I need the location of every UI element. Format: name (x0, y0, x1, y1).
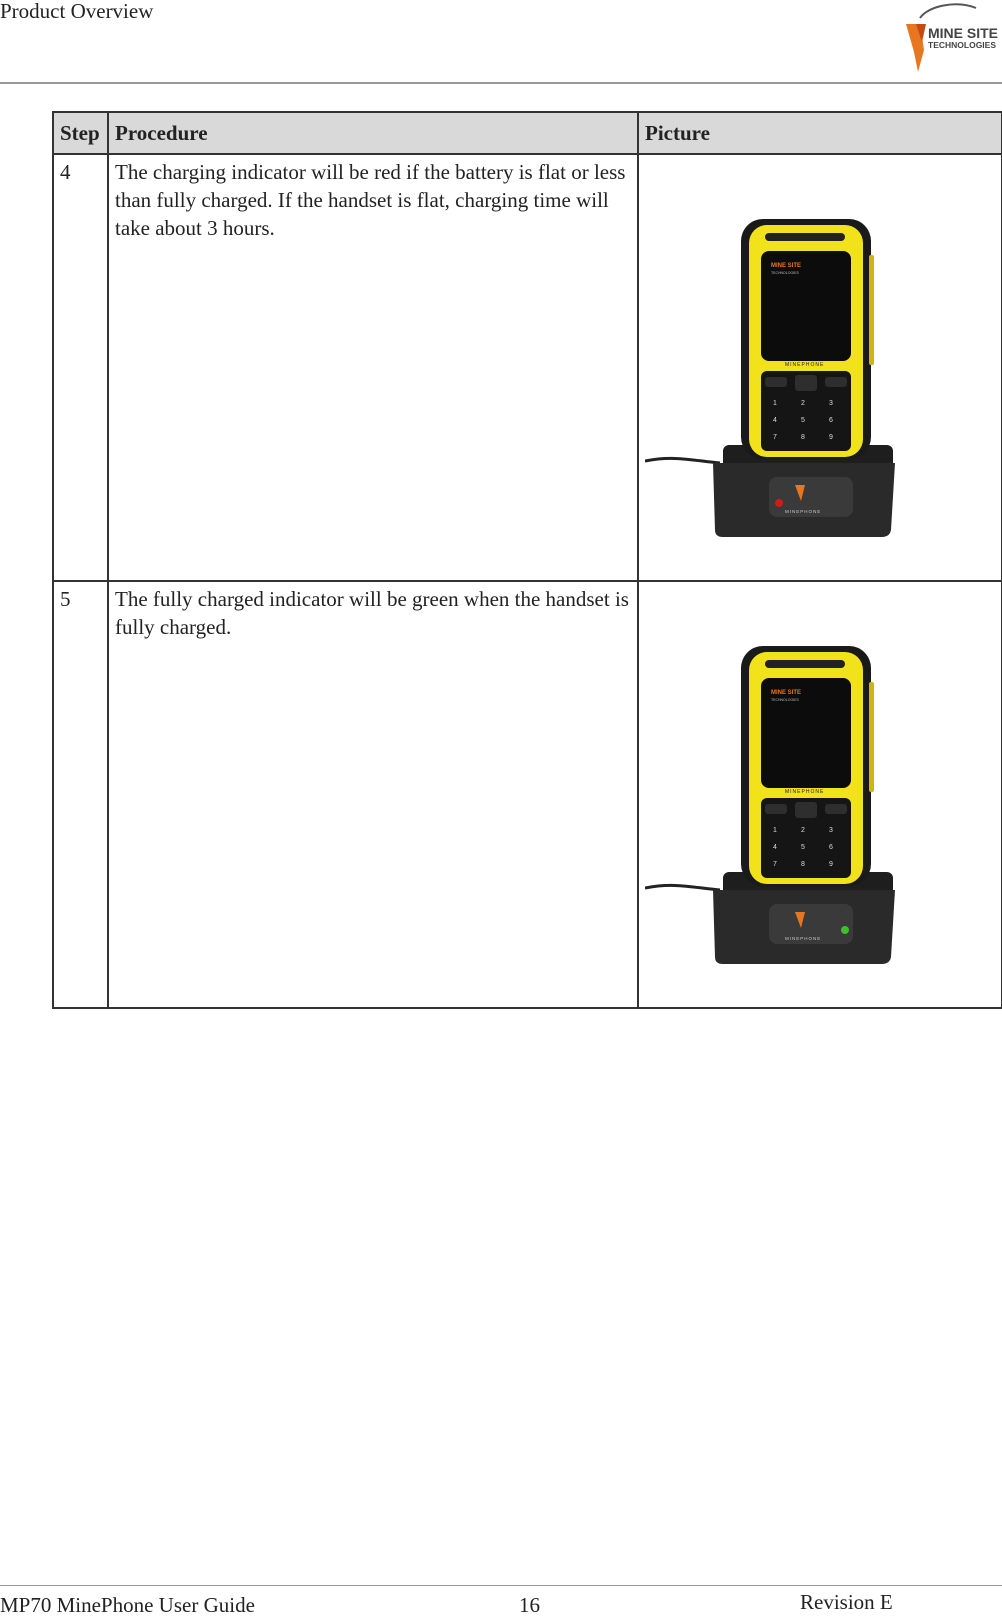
charger-cable (645, 885, 720, 890)
keypad-key: 2 (801, 827, 805, 834)
guide-title: MP70 MinePhone User Guide (0, 1593, 255, 1617)
revision-label: Revision E (800, 1590, 893, 1614)
keypad-key: 2 (801, 400, 805, 407)
keypad-key: 9 (829, 434, 833, 441)
keypad-key: 3 (829, 827, 833, 834)
keypad-key: 5 (801, 417, 805, 424)
screen-brand-sub: TECHNOLOGIES (771, 271, 799, 275)
step-number: 5 (53, 581, 108, 1008)
side-buttons (869, 255, 874, 365)
softkey-left (765, 377, 787, 387)
phone-label: MINEPHONE (785, 789, 825, 795)
keypad-key: 8 (801, 434, 805, 441)
keypad-key: 3 (829, 400, 833, 407)
screen-brand: MINE SITE (771, 263, 802, 269)
logo-line2: TECHNOLOGIES (928, 40, 997, 50)
charger-label: MINEPHONE (785, 936, 822, 941)
keypad-key: 8 (801, 861, 805, 868)
procedure-table (52, 111, 1002, 1009)
company-logo (906, 2, 1002, 78)
softkey-right (825, 377, 847, 387)
keypad-key: 7 (773, 434, 777, 441)
nav-key (795, 802, 817, 818)
nav-key (795, 375, 817, 391)
phone-label: MINEPHONE (785, 362, 825, 368)
earpiece (765, 660, 845, 668)
step-number: 4 (53, 154, 108, 581)
table-row (53, 581, 1002, 1008)
keypad-key: 6 (829, 844, 833, 851)
charge-indicator-led (775, 499, 783, 507)
picture-cell (638, 154, 1002, 581)
keypad-key: 7 (773, 861, 777, 868)
column-header-picture: Picture (638, 112, 1002, 154)
table-row (53, 154, 1002, 581)
picture-cell (638, 581, 1002, 1008)
keypad-key: 1 (773, 827, 777, 834)
charger-label: MINEPHONE (785, 509, 822, 514)
keypad-key: 1 (773, 400, 777, 407)
page-number: 16 (519, 1593, 540, 1617)
softkey-left (765, 804, 787, 814)
keypad-key: 4 (773, 844, 777, 851)
keypad-key: 6 (829, 417, 833, 424)
column-header-step: Step (53, 112, 108, 154)
procedure-text: The fully charged indicator will be green when the handset is fully charged. (108, 581, 638, 1008)
earpiece (765, 233, 845, 241)
softkey-right (825, 804, 847, 814)
keypad-key: 4 (773, 417, 777, 424)
section-title: Product Overview (0, 0, 154, 23)
charge-indicator-led (841, 926, 849, 934)
phone-in-charger-image (645, 642, 895, 967)
keypad-key: 5 (801, 844, 805, 851)
procedure-text: The charging indicator will be red if the battery is flat or less than fully charged. If the handset is flat, charging time will take about 3 hours. (108, 154, 638, 581)
footer-rule (0, 1585, 1002, 1586)
logo-line1: MINE SITE (928, 25, 999, 41)
side-buttons (869, 682, 874, 792)
phone-in-charger-image (645, 215, 895, 540)
header-rule (0, 82, 1002, 84)
charger-cable (645, 458, 720, 463)
column-header-procedure: Procedure (108, 112, 638, 154)
screen-brand-sub: TECHNOLOGIES (771, 698, 799, 702)
screen-brand: MINE SITE (771, 690, 802, 696)
keypad-key: 9 (829, 861, 833, 868)
